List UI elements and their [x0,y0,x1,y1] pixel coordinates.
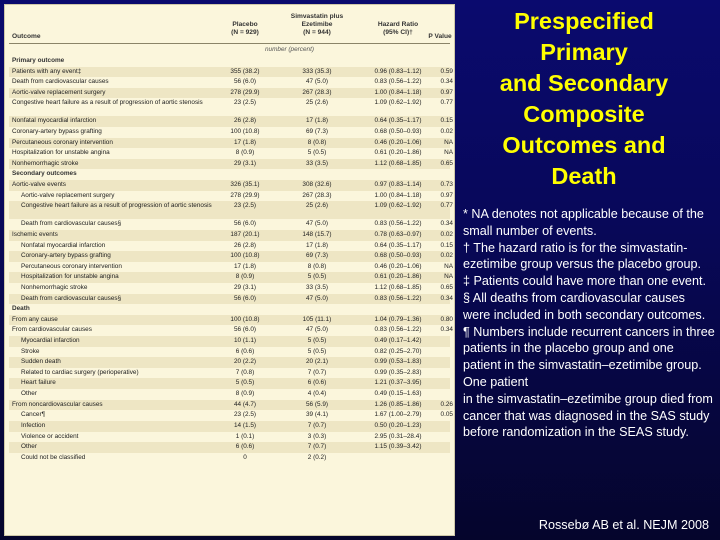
simvastatin-value: 17 (1.8) [305,241,329,249]
row-label: From cardiovascular causes [12,326,92,334]
hazard-ratio-value: 1.67 (1.00–2.79) [374,411,422,419]
row-label: Primary outcome [12,57,65,64]
row-label: Coronary-artery bypass grafting [21,252,111,260]
placebo-value: 8 (0.9) [235,149,255,157]
header-simvastatin [285,13,349,37]
simvastatin-value: 56 (5.9) [305,400,329,408]
row-label: Myocardial infarction [21,337,80,345]
table-row [9,77,453,88]
row-label: Percutaneous coronary intervention [12,138,113,146]
hazard-ratio-value: 0.99 (0.35–2.83) [374,368,422,376]
row-label: Nonfatal myocardial infarction [21,241,106,249]
row-label: Congestive heart failure as a result of progression of aortic stenosis [21,202,212,210]
placebo-value: 56 (6.0) [233,326,257,334]
hazard-ratio-value: 0.64 (0.35–1.17) [374,241,422,249]
table-row [9,88,453,99]
title-line: Primary [540,39,628,65]
placebo-value: 0 [243,453,247,461]
slide-title [470,6,698,192]
section-header [9,304,450,315]
p-value: NA [444,138,453,146]
placebo-value: 326 (35.1) [230,181,260,189]
p-value: 0.02 [440,128,453,136]
hazard-ratio-value: 1.12 (0.68–1.85) [374,159,422,167]
footnote: * NA denotes not applicable because of the small number of events. [463,207,704,238]
simvastatin-value: 69 (7.3) [305,128,329,136]
hazard-ratio-value: 1.04 (0.79–1.36) [374,315,422,323]
row-label: From any cause [12,315,58,323]
footnote: § All deaths from cardiovascular causes were included in both secondary outcomes. [463,290,706,322]
table-row [9,251,453,262]
footnote: ¶ Numbers include recurrent cancers in three patients in the placebo group and one patient in the simvastatin–ezetimibe group. One patient [463,324,715,389]
table-row [9,315,453,326]
p-value: 0.65 [440,283,453,291]
placebo-value: 5 (0.5) [235,379,255,387]
simvastatin-value: 267 (28.3) [302,191,332,199]
hazard-ratio-value: 1.15 (0.39–3.42) [374,443,422,451]
placebo-value: 23 (2.5) [233,411,257,419]
placebo-value: 6 (0.6) [235,347,255,355]
hazard-ratio-value: 0.83 (0.56–1.22) [374,78,422,86]
hazard-ratio-value: 0.78 (0.63–0.97) [374,230,422,238]
title-line: and Secondary [499,70,669,96]
table-row [9,421,450,432]
hazard-ratio-value: 0.46 (0.20–1.06) [374,138,422,146]
simvastatin-value: 2 (0.2) [307,453,327,461]
table-row [9,148,453,159]
p-value: 0.15 [440,117,453,125]
p-value: 0.34 [440,326,453,334]
table-row [9,262,453,273]
table-row [9,127,453,138]
table-row [9,241,453,252]
row-label: Coronary-artery bypass grafting [12,128,102,136]
placebo-value: 23 (2.5) [233,99,257,107]
simvastatin-value: 7 (0.7) [307,368,327,376]
header-placebo-line2: (N = 929) [231,29,259,36]
row-label: Congestive heart failure as a result of progression of aortic stenosis [12,99,203,107]
table-row [9,410,453,421]
simvastatin-value: 20 (2.1) [305,358,329,366]
placebo-value: 56 (6.0) [233,220,257,228]
p-value: 0.05 [440,411,453,419]
p-value: 0.26 [440,400,453,408]
p-value: 0.73 [440,181,453,189]
table-row [9,159,453,170]
p-value: 0.02 [440,252,453,260]
simvastatin-value: 47 (5.0) [305,326,329,334]
placebo-value: 23 (2.5) [233,202,257,210]
table-row [9,201,453,219]
placebo-value: 17 (1.8) [233,262,257,270]
table-row [9,180,453,191]
row-label: Cancer¶ [21,411,46,419]
hazard-ratio-value: 0.83 (0.56–1.22) [374,220,422,228]
row-label: Infection [21,421,46,429]
footnote: ‡ Patients could have more than one event. [463,274,706,289]
hazard-ratio-value: 0.50 (0.20–1.23) [374,421,422,429]
header-hr-line1: Hazard Ratio [377,21,419,28]
placebo-value: 26 (2.8) [233,117,257,125]
simvastatin-value: 33 (3.5) [305,283,329,291]
simvastatin-value: 8 (0.8) [307,262,327,270]
hazard-ratio-value: 2.95 (0.31–28.4) [374,432,422,440]
row-label: Nonhemorrhagic stroke [12,159,79,167]
header-outcome: Outcome [12,33,41,40]
placebo-value: 100 (10.8) [230,315,260,323]
simvastatin-value: 5 (0.5) [307,347,327,355]
placebo-value: 56 (6.0) [233,78,257,86]
placebo-value: 26 (2.8) [233,241,257,249]
hazard-ratio-value: 1.21 (0.37–3.95) [374,379,422,387]
table-row [9,336,450,347]
hazard-ratio-value: 0.49 (0.15–1.63) [374,390,422,398]
placebo-value: 10 (1.1) [233,337,257,345]
simvastatin-value: 7 (0.7) [307,443,327,451]
table-row [9,453,450,464]
table-row [9,378,450,389]
row-label: Death from cardiovascular causes§ [21,294,122,302]
table-row [9,442,450,453]
row-label: Nonhemorrhagic stroke [21,283,88,291]
row-label: Aortic-valve replacement surgery [21,191,115,199]
hazard-ratio-value: 0.68 (0.50–0.93) [374,252,422,260]
placebo-value: 1 (0.1) [235,432,255,440]
row-label: Secondary outcomes [12,170,77,178]
placebo-value: 278 (29.9) [230,191,260,199]
row-label: Heart failure [21,379,56,387]
simvastatin-value: 25 (2.6) [305,99,329,107]
table-row [9,219,453,230]
p-value: NA [444,273,453,281]
hazard-ratio-value: 1.09 (0.62–1.92) [374,202,422,210]
simvastatin-value: 5 (0.5) [307,149,327,157]
row-label: Death from cardiovascular causes§ [21,220,122,228]
p-value: 0.02 [440,230,453,238]
section-header [9,169,450,180]
hazard-ratio-value: 1.12 (0.68–1.85) [374,283,422,291]
p-value: 0.15 [440,241,453,249]
hazard-ratio-value: 0.64 (0.35–1.17) [374,117,422,125]
footnote: in the simvastatin–ezetimibe group died from cancer that was diagnosed in the SAS study before randomization in the SEAS study. [463,391,713,440]
simvastatin-value: 5 (0.5) [307,337,327,345]
row-label: Nonfatal myocardial infarction [12,117,97,125]
header-placebo [217,21,273,37]
hazard-ratio-value: 0.96 (0.83–1.12) [374,67,422,75]
simvastatin-value: 8 (0.8) [307,138,327,146]
table-row [9,191,453,202]
table-row [9,347,450,358]
table-row [9,400,453,411]
p-value: 0.97 [440,191,453,199]
row-label: Related to cardiac surgery (perioperative) [21,368,139,376]
header-hr-line2: (95% CI)† [383,29,413,36]
hazard-ratio-value: 0.82 (0.25–2.70) [374,347,422,355]
row-label: Other [21,443,37,451]
placebo-value: 29 (3.1) [233,283,257,291]
header-simva-line1: Simvastatin plus [290,13,344,20]
row-label: Aortic-valve replacement surgery [12,88,106,96]
row-label: Death from cardiovascular causes [12,78,109,86]
simvastatin-value: 3 (0.3) [307,432,327,440]
p-value: 0.65 [440,159,453,167]
citation: Rossebø AB et al. NEJM 2008 [538,518,709,532]
p-value: NA [444,262,453,270]
table-row [9,389,450,400]
footnote: † The hazard ratio is for the simvastatin-ezetimibe group versus the placebo group. [463,240,702,272]
hazard-ratio-value: 1.00 (0.84–1.18) [374,191,422,199]
table-header [9,11,450,43]
placebo-value: 56 (6.0) [233,294,257,302]
placebo-value: 278 (29.9) [230,88,260,96]
placebo-value: 187 (20.1) [230,230,260,238]
simvastatin-value: 5 (0.5) [307,273,327,281]
p-value: 0.97 [440,88,453,96]
hazard-ratio-value: 1.26 (0.85–1.86) [374,400,422,408]
simvastatin-value: 4 (0.4) [307,390,327,398]
placebo-value: 8 (0.9) [235,390,255,398]
simvastatin-value: 148 (15.7) [302,230,332,238]
placebo-value: 17 (1.8) [233,138,257,146]
row-label: Hospitalization for unstable angina [21,273,119,281]
hazard-ratio-value: 0.99 (0.53–1.83) [374,358,422,366]
table-row [9,116,453,127]
p-value: 0.34 [440,220,453,228]
placebo-value: 14 (1.5) [233,421,257,429]
placebo-value: 44 (4.7) [233,400,257,408]
table-row [9,283,453,294]
header-simva-line3: (N = 944) [303,29,331,36]
p-value: 0.59 [440,67,453,75]
simvastatin-value: 25 (2.6) [305,202,329,210]
placebo-value: 7 (0.8) [235,368,255,376]
simvastatin-value: 17 (1.8) [305,117,329,125]
simvastatin-value: 47 (5.0) [305,78,329,86]
table-row [9,294,453,305]
p-value: 0.80 [440,315,453,323]
hazard-ratio-value: 0.83 (0.56–1.22) [374,294,422,302]
hazard-ratio-value: 0.46 (0.20–1.06) [374,262,422,270]
p-value: 0.34 [440,294,453,302]
simvastatin-value: 308 (32.6) [302,181,332,189]
outcomes-table [4,4,455,536]
title-line: Composite [523,101,645,127]
hazard-ratio-value: 0.49 (0.17–1.42) [374,337,422,345]
header-p-value: P Value [428,33,452,40]
title-line: Prespecified [514,8,654,34]
table-row [9,357,450,368]
hazard-ratio-value: 0.97 (0.83–1.14) [374,181,422,189]
row-label: From noncardiovascular causes [12,400,103,408]
placebo-value: 6 (0.6) [235,443,255,451]
p-value: 0.34 [440,78,453,86]
table-row [9,67,453,78]
title-line: Death [551,163,617,189]
row-label: Stroke [21,347,40,355]
row-label: Hospitalization for unstable angina [12,149,110,157]
simvastatin-value: 33 (3.5) [305,159,329,167]
title-line: Outcomes and [502,132,666,158]
table-row [9,368,450,379]
row-label: Could not be classified [21,453,86,461]
simvastatin-value: 333 (35.3) [302,67,332,75]
hazard-ratio-value: 0.61 (0.20–1.86) [374,149,422,157]
p-value: NA [444,149,453,157]
simvastatin-value: 39 (4.1) [305,411,329,419]
placebo-value: 20 (2.2) [233,358,257,366]
hazard-ratio-value: 1.09 (0.62–1.92) [374,99,422,107]
header-placebo-line1: Placebo [232,21,258,28]
row-label: Ischemic events [12,230,58,238]
footnotes [463,206,715,441]
row-label: Violence or accident [21,432,79,440]
simvastatin-value: 47 (5.0) [305,294,329,302]
placebo-value: 8 (0.9) [235,273,255,281]
simvastatin-value: 267 (28.3) [302,88,332,96]
placebo-value: 100 (10.8) [230,252,260,260]
section-header [9,56,450,67]
table-row [9,272,453,283]
simvastatin-value: 105 (11.1) [302,315,332,323]
p-value: 0.77 [440,99,453,107]
placebo-value: 29 (3.1) [233,159,257,167]
row-label: Patients with any event‡ [12,67,82,75]
table-row [9,325,453,336]
hazard-ratio-value: 0.83 (0.56–1.22) [374,326,422,334]
simvastatin-value: 7 (0.7) [307,421,327,429]
hazard-ratio-value: 0.61 (0.20–1.86) [374,273,422,281]
simvastatin-value: 6 (0.6) [307,379,327,387]
row-label: Aortic-valve events [12,181,66,189]
table-body [9,56,453,463]
table-row [9,98,453,116]
table-row [9,230,453,241]
hazard-ratio-value: 1.00 (0.84–1.18) [374,88,422,96]
p-value: 0.77 [440,202,453,210]
row-label: Sudden death [21,358,61,366]
simvastatin-value: 69 (7.3) [305,252,329,260]
row-label: Death [12,305,30,313]
table-row [9,432,450,443]
units-label: number (percent) [264,46,315,53]
row-label: Other [21,390,37,398]
placebo-value: 100 (10.8) [230,128,260,136]
header-simva-line2: Ezetimibe [301,21,333,28]
hazard-ratio-value: 0.68 (0.50–0.93) [374,128,422,136]
placebo-value: 355 (38.2) [230,67,260,75]
table-row [9,138,453,149]
row-label: Percutaneous coronary intervention [21,262,122,270]
simvastatin-value: 47 (5.0) [305,220,329,228]
